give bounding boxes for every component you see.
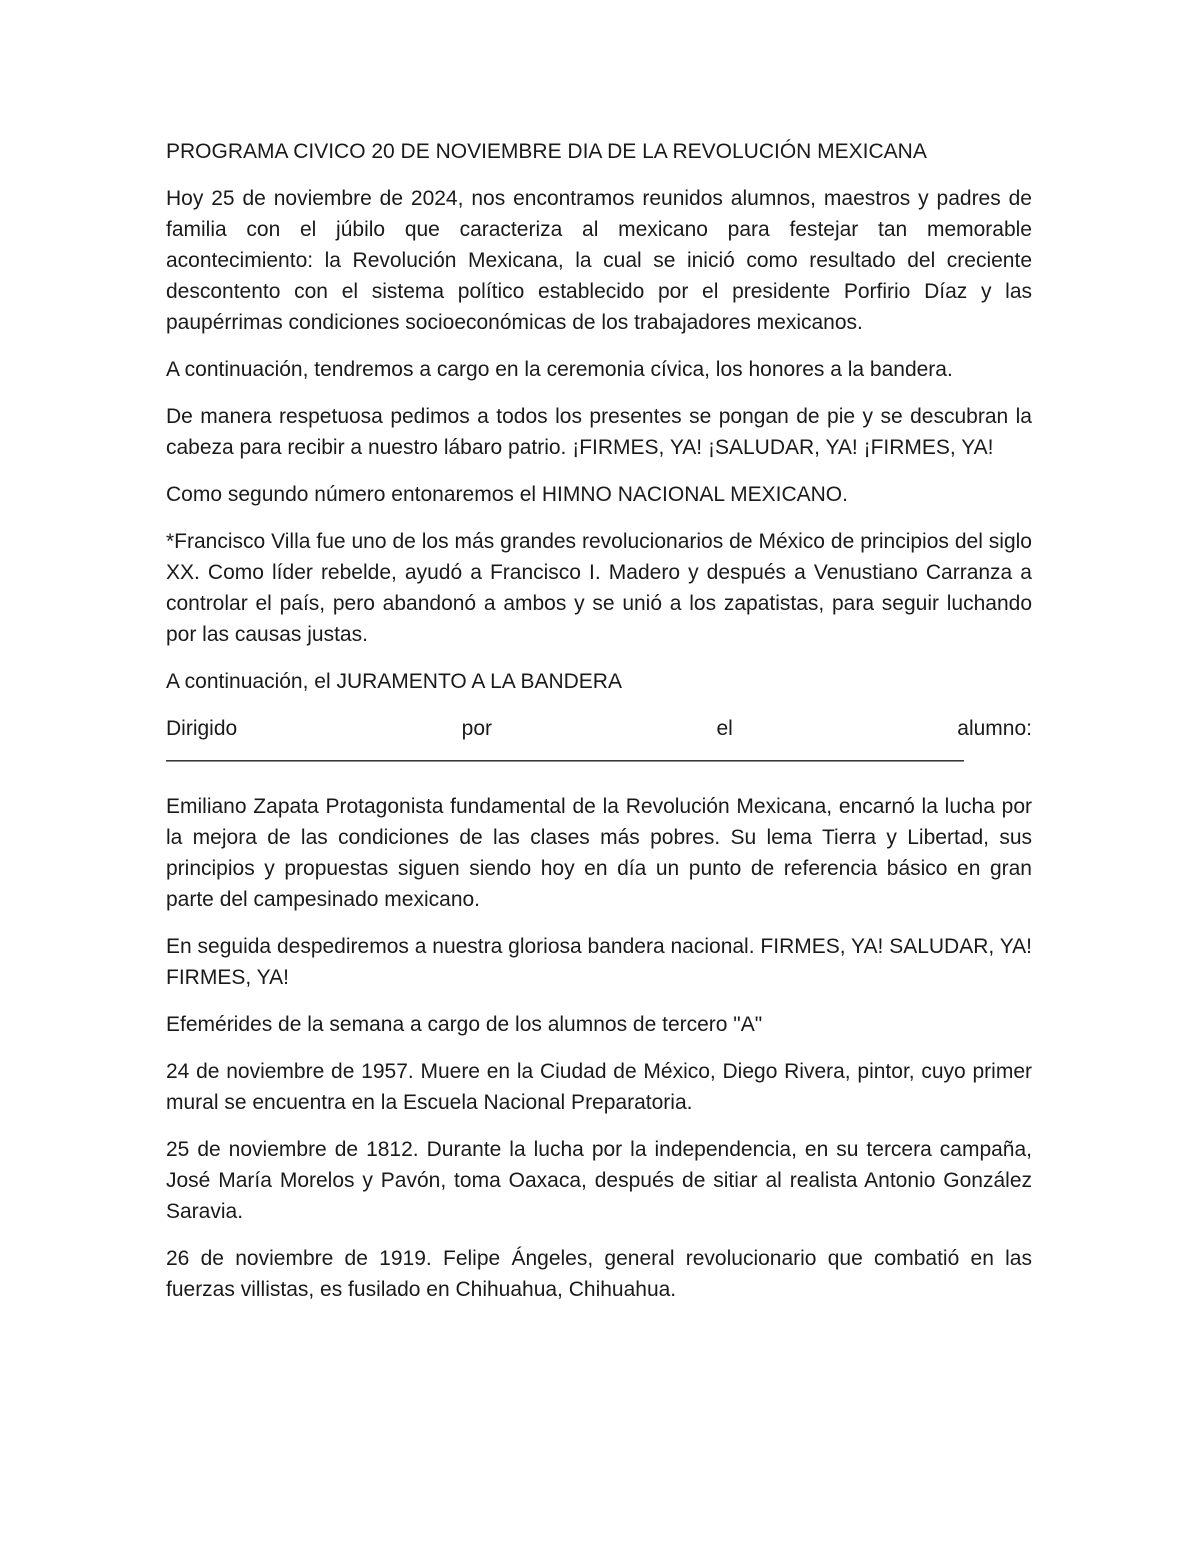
paragraph-efemeride-1: 24 de noviembre de 1957. Muere en la Ciudad de México, Diego Rivera, pintor, cuyo primer mural se encuentra en la Escuela Nacional Preparatoria. <box>166 1060 1032 1114</box>
paragraph-despedida: En seguida despediremos a nuestra gloriosa bandera nacional. FIRMES, YA! SALUDAR, YA! FIRMES, YA! <box>166 935 1032 989</box>
paragraph-zapata: Emiliano Zapata Protagonista fundamental de la Revolución Mexicana, encarnó la lucha por la mejora de las condiciones de las clases más pobres. Su lema Tierra y Libertad, sus principios y propuestas siguen siendo hoy en día un punto de referencia básico en gran parte del campesinado mexicano. <box>166 795 1032 911</box>
alumno-word: alumno: <box>957 717 1032 740</box>
document-title: PROGRAMA CIVICO 20 DE NOVIEMBRE DIA DE LA REVOLUCIÓN MEXICANA <box>166 140 927 163</box>
paragraph-villa: *Francisco Villa fue uno de los más grandes revolucionarios de México de principios del siglo XX. Como líder rebelde, ayudó a Francisco I. Madero y después a Venustiano Carranza a controlar el país, pero abandonó a ambos y se unió a los zapatistas, para seguir luchando por las causas justas. <box>166 530 1032 646</box>
paragraph-efemerides-intro: Efemérides de la semana a cargo de los alumnos de tercero "A" <box>166 1013 763 1036</box>
el-word: el <box>716 717 733 740</box>
dirigido-line <box>166 713 1032 744</box>
paragraph-juramento: A continuación, el JURAMENTO A LA BANDERA <box>166 670 622 693</box>
paragraph-intro: Hoy 25 de noviembre de 2024, nos encontramos reunidos alumnos, maestros y padres de familia con el júbilo que caracteriza al mexicano para festejar tan memorable acontecimiento: la Revolución Mexicana, la cual se inició como resultado del creciente descontento con el sistema político establecido por el presidente Porfirio Díaz y las paupérrimas condiciones socioeconómicas de los trabajadores mexicanos. <box>166 187 1032 334</box>
signature-line: —————————————————————————————————————— <box>166 748 964 771</box>
paragraph-efemeride-2: 25 de noviembre de 1812. Durante la lucha por la independencia, en su tercera campaña, José María Morelos y Pavón, toma Oaxaca, después de sitiar al realista Antonio González Saravia. <box>166 1138 1032 1223</box>
paragraph-efemeride-3: 26 de noviembre de 1919. Felipe Ángeles, general revolucionario que combatió en las fuerzas villistas, es fusilado en Chihuahua, Chihuahua. <box>166 1247 1032 1301</box>
dirigido-word: Dirigido <box>166 717 238 740</box>
paragraph-honores: A continuación, tendremos a cargo en la ceremonia cívica, los honores a la bandera. <box>166 358 953 381</box>
paragraph-respeto: De manera respetuosa pedimos a todos los presentes se pongan de pie y se descubran la cabeza para recibir a nuestro lábaro patrio. ¡FIRMES, YA! ¡SALUDAR, YA! ¡FIRMES, YA! <box>166 405 1032 459</box>
document-page <box>166 136 1032 1321</box>
por-word: por <box>461 717 493 740</box>
paragraph-himno: Como segundo número entonaremos el HIMNO NACIONAL MEXICANO. <box>166 483 848 506</box>
